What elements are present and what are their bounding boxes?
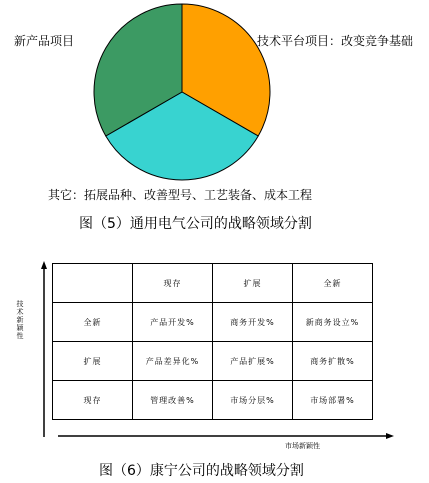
matrix-cell: 商务扩散% bbox=[293, 342, 373, 381]
figure6-caption: 图（6）康宁公司的战略领域分割 bbox=[99, 463, 304, 479]
matrix-header-row bbox=[53, 264, 373, 303]
matrix-row bbox=[53, 303, 373, 342]
matrix-row-label: 现存 bbox=[53, 381, 133, 420]
strategy-matrix bbox=[52, 263, 373, 420]
label-tech-platform: 技术平台项目：改变竞争基础 bbox=[257, 34, 414, 48]
matrix-header-cell: 扩展 bbox=[213, 264, 293, 303]
matrix-header-cell: 全新 bbox=[293, 264, 373, 303]
label-others: 其它：拓展品种、改善型号、工艺装备、成本工程 bbox=[48, 188, 313, 202]
matrix-corner-cell bbox=[53, 264, 133, 303]
strategy-pie-chart bbox=[0, 0, 429, 200]
x-axis-title: 市场新颖性 bbox=[285, 442, 320, 450]
matrix-cell: 新商务设立% bbox=[293, 303, 373, 342]
x-axis-arrowhead bbox=[386, 433, 394, 439]
matrix-row bbox=[53, 381, 373, 420]
y-axis-arrowhead bbox=[41, 261, 47, 269]
matrix-cell: 市场部署% bbox=[293, 381, 373, 420]
matrix-row-label: 扩展 bbox=[53, 342, 133, 381]
matrix-row-label: 全新 bbox=[53, 303, 133, 342]
matrix-cell: 管理改善% bbox=[133, 381, 213, 420]
figure5-caption: 图（5）通用电气公司的战略领域分割 bbox=[79, 216, 312, 232]
matrix-cell: 产品差异化% bbox=[133, 342, 213, 381]
label-new-products: 新产品项目 bbox=[14, 34, 75, 48]
matrix-cell: 产品扩展% bbox=[213, 342, 293, 381]
matrix-cell: 商务开发% bbox=[213, 303, 293, 342]
matrix-row bbox=[53, 342, 373, 381]
matrix-cell: 产品开发% bbox=[133, 303, 213, 342]
y-axis-title: 技术新颖性 bbox=[16, 300, 24, 340]
matrix-header-cell: 现存 bbox=[133, 264, 213, 303]
matrix-cell: 市场分层% bbox=[213, 381, 293, 420]
